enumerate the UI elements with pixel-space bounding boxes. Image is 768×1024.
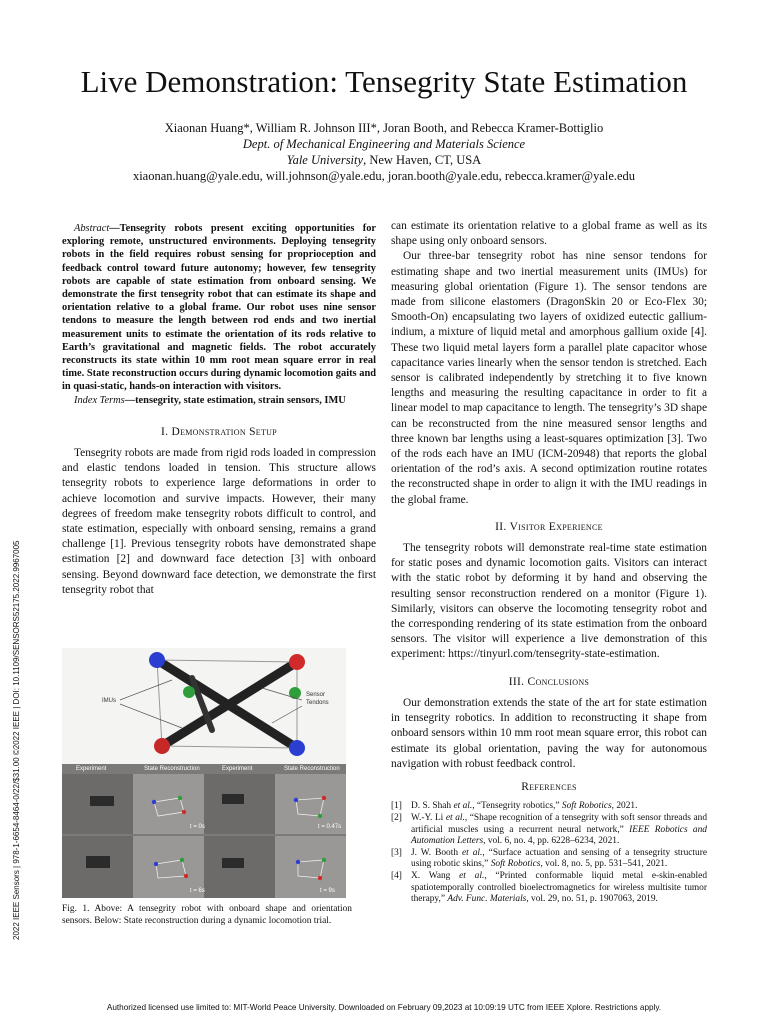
tensegrity-robot-illustration (62, 648, 346, 764)
panel-header-reconstruction-1: State Reconstruction (144, 766, 200, 772)
index-terms-label: Index Terms (74, 394, 125, 406)
author-university: Yale University (286, 153, 364, 167)
reference-item: [3] J. W. Booth et al., “Surface actuation and sensing of a tensegrity structure using robotic skins,” Soft Robotics, vol. 8, no. 5, pp. 531–541, 2021. (391, 847, 707, 870)
section-1-paragraph-1-continued: can estimate its orientation relative to a global frame as well as its shape using only onboard sensors. (391, 220, 707, 248)
reference-item: [4] X. Wang et al., “Printed conformable liquid metal e-skin-enabled spatiotemporally controlled bioelectromagnetics for wireless multisite tumor therapy,” Adv. Func. Materials, vol. 29, no. 51, p. 1907063, 2019. (391, 871, 708, 904)
figure-label-imus: IMUs (102, 698, 116, 704)
section-heading-1: I. Demonstration Setup (161, 425, 277, 438)
abstract-label: Abstract (74, 223, 110, 234)
reconstruction-panel-grid (62, 764, 346, 898)
author-emails: xiaonan.huang@yale.edu, will.johnson@yale.edu, joran.booth@yale.edu, rebecca.kramer@yale.edu (132, 169, 636, 183)
doi-sidebar (0, 470, 24, 940)
right-column (391, 219, 707, 906)
section-1-paragraph-2: Our three-bar tensegrity robot has nine sensor tendons for estimating shape and two inertial measurement units (IMUs) for measuring global orientation (Figure 1). The sensor tendons are made from silicone elastomers (DragonSkin 20 or Eco-Flex 30; Smooth-On) encapsulating two layers of oxidized eutectic gallium-indium, a mixture of liquid metal and amorphous gallium oxide [4]. These two liquid metal layers form a parallel plate capacitor whose capacitance varies linearly when the sensor tendon is stretched. Each sensor is calibrated independently by stretching it to five known lengths and measuring the resulting capacitance in order to fit a linear model to map capacitance to length. The tensegrity’s 3D shape can be reconstructed from the nine measured sensor lengths and three known bar lengths using a least-squares optimization [3]. Two of the rods each have an IMU (ICM-20948) that reports the global orientation of the rod’s axis. A second optimization routine rotates the reconstructed shape in order to align it with the IMU readings in the global frame. (391, 250, 707, 506)
references-heading: References (521, 780, 577, 793)
panel-header-reconstruction-2: State Reconstruction (284, 766, 340, 772)
paper-title: Live Demonstration: Tensegrity State Estimation (80, 64, 688, 99)
reference-item: [2] W.-Y. Li et al., “Shape recognition of a tensegrity with soft sensor threads and artificial muscles using a recurrent neural network,” IEEE Robotics and Automation Letters, vol. 6, no. 4, pp. 6228–6234, 2021. (391, 813, 708, 846)
abstract-text: —Tensegrity robots present exciting opportunities for exploring remote, unstructured environments. Deploying tensegrity robots in the field requires robust sensing for proprioception and feedback control toward future autonomy; however, few tensegrity robots are capable of state estimation from onboard sensing. We demonstrate the first tensegrity robot that can estimate its shape and orientation relative to a global frame. Our robot uses nine sensor tendons to measure the length between rod ends and two inertial measurement units to estimate the orientation of its rods relative to Earth’s gravitational and magnetic fields. The robot accurately reconstructs its state within 10 mm root mean square error in real time. State reconstruction occurs during dynamic locomotion gaits and in quasi-static, hands-on interaction with visitors. (62, 223, 376, 393)
figure-label-tendons: Tendons (306, 700, 329, 706)
license-footer: Authorized licensed use limited to: MIT-World Peace University. Downloaded on February 09,2023 at 10:09:19 UTC from IEEE Xplore. Restrictions apply. (106, 1003, 662, 1012)
section-1-paragraph-1: Tensegrity robots are made from rigid rods loaded in compression and elastic tendons loaded in tension. This structure allows tensegrity robots to experience large deformations in order to achieve locomotion and survive impacts. However, their many degrees of freedom make tensegrity robots difficult to control, and state estimation, especially with onboard sensing, remains a grand challenge [1]. Previous tensegrity robots have demonstrated shape estimation [2] and downward face detection [3] with onboard sensing. Beyond downward face detection, we demonstrate the first tensegrity robot that (62, 447, 376, 596)
section-3-paragraph-1: Our demonstration extends the state of the art for state estimation in tensegrity robotics. In addition to reconstructing it shape from onboard sensors within 10 mm root mean square error, this robot can estimate its global orientation, paving the way for autonomous navigation with robust feedback control. (391, 696, 707, 770)
section-heading-2: II. Visitor Experience (495, 520, 603, 533)
left-column (62, 222, 376, 598)
robot-photo (62, 648, 346, 764)
panel-header-experiment-1: Experiment (76, 766, 107, 772)
panel-header-experiment-2: Experiment (222, 766, 253, 772)
index-terms-text: —tensegrity, state estimation, strain sensors, IMU (124, 394, 346, 406)
author-location: , New Haven, CT, USA (363, 153, 482, 167)
author-affiliation (0, 152, 768, 168)
author-department: Dept. of Mechanical Engineering and Materials Science (242, 137, 526, 151)
reference-list (391, 801, 707, 905)
time-label-4: t = 9s (320, 888, 335, 894)
figure-label-sensor: Sensor (306, 692, 326, 698)
reconstruction-panels (62, 764, 346, 898)
reference-item: [1] D. S. Shah et al., “Tensegrity robotics,” Soft Robotics, 2021. (391, 801, 638, 812)
figure-1 (62, 648, 346, 898)
section-heading-3: III. Conclusions (508, 675, 590, 688)
time-label-2: t = 0.47s (318, 824, 342, 830)
doi-sidebar-text: 2022 IEEE Sensors | 978-1-6654-8464-0/22/$31.00 ©2022 IEEE | DOI: 10.1109/SENSORS52175.2022.9967005 (12, 540, 21, 940)
section-2-paragraph-1: The tensegrity robots will demonstrate real-time state estimation for static poses and dynamic locomotion gaits. Visitors can interact with the static robot by deforming it by hand and observing the resulting sensor reconstruction rendered on a monitor (Figure 1). Similarly, visitors can observe the locomoting tensegrity robot and the corresponding rendering of its state estimation from the onboard sensors. The visitor will experience a live demonstration of this experiment: https://tinyurl.com/tensegrity-state-estimation. (391, 542, 707, 661)
time-label-3: t = 6s (190, 888, 205, 894)
abstract (62, 222, 376, 394)
author-block (0, 120, 768, 184)
index-terms (62, 394, 376, 407)
time-label-1: t = 0s (190, 824, 205, 830)
author-names: Xiaonan Huang*, William R. Johnson III*, Joran Booth, and Rebecca Kramer-Bottiglio (164, 121, 604, 135)
figure-caption: Fig. 1. Above: A tensegrity robot with onboard shape and orientation sensors. Below: State reconstruction during a dynamic locomotion trial. (62, 904, 352, 926)
